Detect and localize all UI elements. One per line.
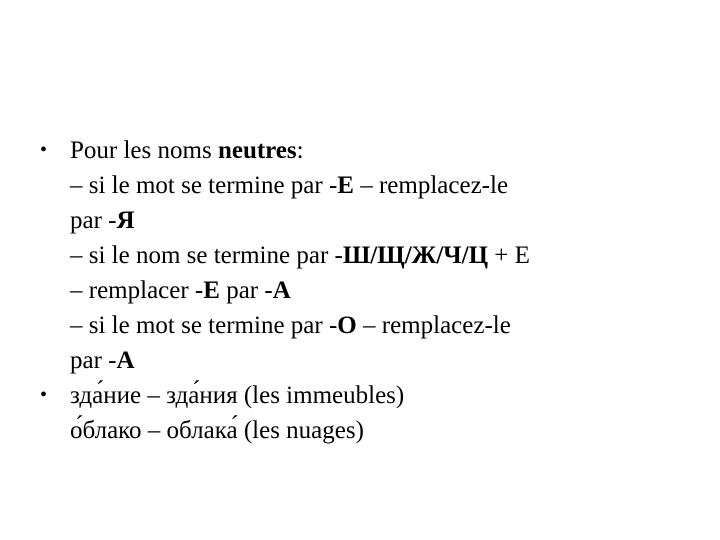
bullet-marker: • bbox=[40, 384, 48, 406]
text: – remplacez-le bbox=[353, 172, 509, 199]
bullet-examples bbox=[40, 378, 690, 448]
bullet-neutral-nouns bbox=[40, 133, 690, 378]
bullet-marker: • bbox=[40, 139, 48, 161]
text: Pour les noms bbox=[70, 137, 218, 164]
line-rule-e bbox=[70, 168, 690, 203]
line-rule-o bbox=[70, 308, 690, 343]
bullet-list bbox=[40, 133, 690, 448]
text: + E bbox=[488, 242, 530, 269]
bold-text: Ш/Щ/Ж/Ч/Ц bbox=[342, 242, 489, 269]
text: par - bbox=[219, 277, 273, 304]
text: – remplacer - bbox=[70, 277, 204, 304]
bold-text: neutres bbox=[217, 137, 297, 164]
example-building: зда́ние – зда́ния (les immeubles) bbox=[70, 382, 405, 409]
bold-text: E bbox=[203, 277, 220, 304]
text: par - bbox=[70, 207, 117, 234]
line-rule-o-cont bbox=[70, 343, 690, 378]
text: – remplacez-le bbox=[356, 312, 511, 339]
line-rule-e-cont bbox=[70, 203, 690, 238]
bold-text: A bbox=[116, 347, 135, 374]
text: : bbox=[296, 137, 304, 164]
line-rule-sibilant-cont bbox=[70, 273, 690, 308]
line-rule-sibilant bbox=[70, 238, 690, 273]
text: – si le nom se termine par - bbox=[70, 242, 343, 269]
bold-text: E bbox=[337, 172, 354, 199]
text: – si le mot se termine par - bbox=[70, 172, 338, 199]
line-intro bbox=[70, 133, 690, 168]
example-cloud: о́блако – облака́ (les nuages) bbox=[70, 417, 364, 444]
text: par - bbox=[70, 347, 117, 374]
bold-text: O bbox=[337, 312, 357, 339]
bold-text: Я bbox=[116, 207, 135, 234]
bold-text: A bbox=[272, 277, 291, 304]
text: – si le mot se termine par - bbox=[70, 312, 338, 339]
